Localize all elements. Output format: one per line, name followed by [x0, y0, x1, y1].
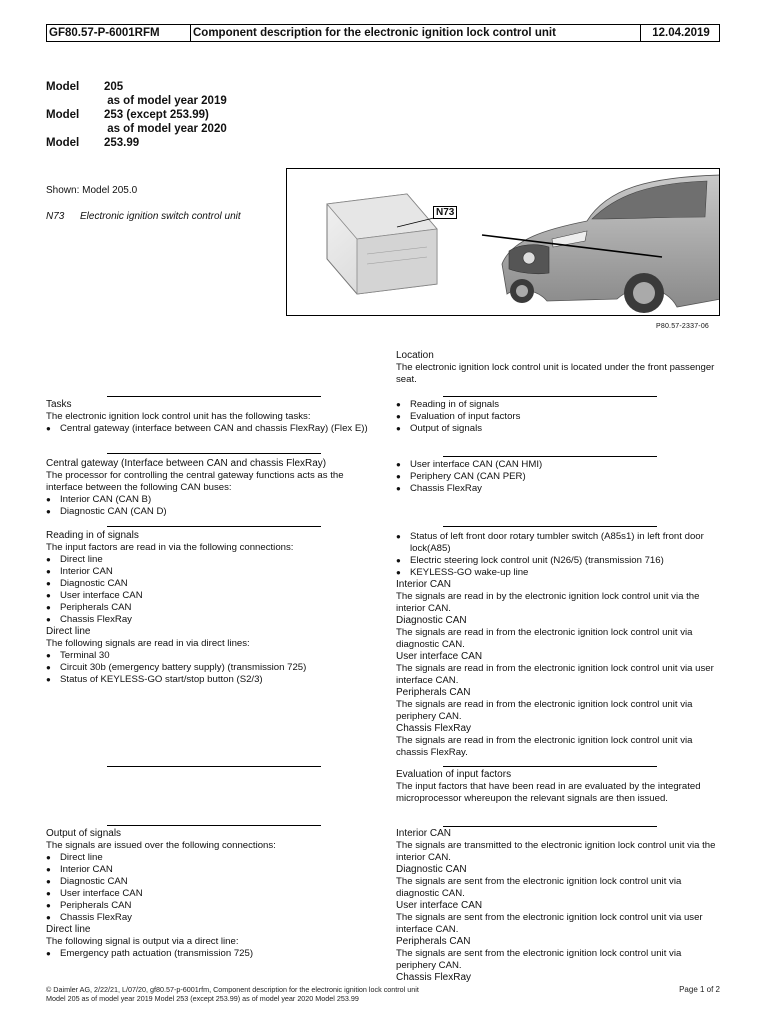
section-text: The signals are read in from the electronic ignition lock control unit via user interface CAN. [396, 663, 714, 686]
car-and-control-unit-illustration [287, 169, 720, 316]
divider [443, 396, 657, 397]
bullet-list [396, 459, 720, 495]
divider [443, 456, 657, 457]
divider [443, 766, 657, 767]
divider [443, 526, 657, 527]
subsection-heading: Peripherals CAN [396, 687, 471, 698]
bullet-list [46, 948, 368, 960]
list-item: ● Periphery CAN (CAN PER) [396, 471, 720, 483]
list-item: ● Interior CAN (CAN B) [46, 494, 368, 506]
model-row: as of model year 2020 [104, 123, 227, 135]
bullet-list [396, 531, 720, 579]
model-row: Model 253 (except 253.99) [46, 109, 209, 121]
subsection-heading: Diagnostic CAN [396, 615, 467, 626]
footer-line: © Daimler AG, 2/22/21, L/07/20, gf80.57-p-6001rfm, Component description for the electronic ignition lock control unit [46, 985, 419, 994]
list-item: ● User interface CAN [46, 590, 368, 602]
divider [107, 825, 321, 826]
model-row: Model 253.99 [46, 137, 140, 149]
figure-legend: N73 Electronic ignition switch control unit [46, 211, 241, 222]
section-heading: Output of signals [46, 828, 122, 839]
page-footer [46, 985, 720, 1003]
list-item: ● Diagnostic CAN [46, 578, 368, 590]
list-item: ● Diagnostic CAN [46, 876, 368, 888]
list-item: ● Status of left front door rotary tumbler switch (A85s1) in left front door lock(A85) [396, 531, 720, 555]
section-text: The signals are read in from the electronic ignition lock control unit via diagnostic CAN. [396, 627, 693, 650]
doc-id: GF80.57-P-6001RFM [47, 25, 191, 41]
shown-caption: Shown: Model 205.0 [46, 185, 138, 196]
list-item: ● Direct line [46, 852, 368, 864]
model-list [46, 80, 227, 150]
section-text: The signals are issued over the following connections: [46, 840, 276, 851]
reading-right-section [396, 531, 720, 759]
section-text: The electronic ignition lock control unit is located under the front passenger seat. [396, 362, 715, 385]
model-row: as of model year 2019 [104, 95, 227, 107]
divider [443, 826, 657, 827]
divider [107, 453, 321, 454]
subsection-heading: Interior CAN [396, 579, 452, 590]
footer-line: Model 205 as of model year 2019 Model 253 (except 253.99) as of model year 2020 Model 253.99 [46, 994, 359, 1003]
divider [107, 526, 321, 527]
section-heading: Location [396, 350, 434, 361]
list-item: ● Diagnostic CAN (CAN D) [46, 506, 368, 518]
subsection-heading: Chassis FlexRay [396, 972, 472, 983]
figure-code: P80.57-2337-06 [656, 323, 710, 330]
document-header [46, 24, 720, 42]
reading-section [46, 530, 368, 686]
list-item: ● Central gateway (interface between CAN and chassis FlexRay) (Flex E)) [46, 423, 368, 435]
section-text: The signals are sent from the electronic ignition lock control unit via periphery CAN. [396, 948, 682, 971]
divider [107, 766, 321, 767]
section-text: The electronic ignition lock control unit has the following tasks: [46, 411, 311, 422]
section-text: The signals are read in from the electronic ignition lock control unit via chassis FlexRay. [396, 735, 693, 758]
section-heading: Reading in of signals [46, 530, 139, 541]
tasks-list-right [396, 399, 720, 435]
list-item: ● Peripherals CAN [46, 900, 368, 912]
subsection-heading: Direct line [46, 924, 91, 935]
gateway-list-right [396, 459, 720, 495]
list-item: ● Peripherals CAN [46, 602, 368, 614]
section-heading: Central gateway (Interface between CAN and chassis FlexRay) [46, 458, 327, 469]
subsection-heading: Direct line [46, 626, 91, 637]
subsection-heading: Interior CAN [396, 828, 452, 839]
subsection-heading: Peripherals CAN [396, 936, 471, 947]
subsection-heading: User interface CAN [396, 900, 483, 911]
section-text: The following signals are read in via direct lines: [46, 638, 250, 649]
component-figure [286, 168, 720, 316]
model-row: Model 205 [46, 81, 124, 93]
subsection-heading: Chassis FlexRay [396, 723, 472, 734]
list-item: ● Interior CAN [46, 566, 368, 578]
list-item: ● Circuit 30b (emergency battery supply) (transmission 725) [46, 662, 368, 674]
bullet-list [396, 399, 720, 435]
section-text: The input factors are read in via the following connections: [46, 542, 294, 553]
list-item: ● Emergency path actuation (transmission 725) [46, 948, 368, 960]
gateway-section [46, 458, 368, 518]
list-item: ● User interface CAN [46, 888, 368, 900]
subsection-heading: Diagnostic CAN [396, 864, 467, 875]
list-item: ● Terminal 30 [46, 650, 368, 662]
bullet-list [46, 423, 368, 435]
section-heading: Evaluation of input factors [396, 769, 512, 780]
output-right-section [396, 828, 720, 984]
list-item: ● Chassis FlexRay [396, 483, 720, 495]
doc-date: 12.04.2019 [652, 27, 710, 39]
section-text: The signals are transmitted to the electronic ignition lock control unit via the interior CAN. [396, 840, 716, 863]
section-text: The input factors that have been read in are evaluated by the integrated microprocessor whereupon the relevant signals are then issued. [396, 781, 701, 804]
bullet-list [46, 494, 368, 518]
bullet-list [46, 650, 368, 686]
bullet-list [46, 852, 368, 924]
list-item: ● Reading in of signals [396, 399, 720, 411]
section-text: The signals are read in from the electronic ignition lock control unit via periphery CAN. [396, 699, 693, 722]
bullet-list [46, 554, 368, 626]
section-text: The processor for controlling the central gateway functions acts as the interface between the following CAN buses: [46, 470, 344, 493]
section-text: The following signal is output via a direct line: [46, 936, 239, 947]
page-number: Page 1 of 2 [679, 985, 720, 994]
list-item: ● KEYLESS-GO wake-up line [396, 567, 720, 579]
output-section [46, 828, 368, 960]
list-item: ● Interior CAN [46, 864, 368, 876]
section-text: The signals are sent from the electronic ignition lock control unit via diagnostic CAN. [396, 876, 682, 899]
list-item: ● Chassis FlexRay [46, 912, 368, 924]
section-heading: Tasks [46, 399, 72, 410]
section-text: The signals are read in by the electronic ignition lock control unit via the interior CAN. [396, 591, 700, 614]
list-item: ● Chassis FlexRay [46, 614, 368, 626]
list-item: ● User interface CAN (CAN HMI) [396, 459, 720, 471]
divider [107, 396, 321, 397]
list-item: ● Evaluation of input factors [396, 411, 720, 423]
list-item: ● Status of KEYLESS-GO start/stop button (S2/3) [46, 674, 368, 686]
figure-callout-n73: N73 [433, 206, 457, 219]
evaluation-section [396, 769, 720, 805]
section-text: The signals are sent from the electronic ignition lock control unit via user interface CAN. [396, 912, 703, 935]
list-item: ● Electric steering lock control unit (N26/5) (transmission 716) [396, 555, 720, 567]
location-section [396, 350, 720, 386]
list-item: ● Direct line [46, 554, 368, 566]
tasks-section [46, 399, 368, 435]
list-item: ● Output of signals [396, 423, 720, 435]
subsection-heading: User interface CAN [396, 651, 483, 662]
doc-title: Component description for the electronic ignition lock control unit [191, 25, 641, 41]
